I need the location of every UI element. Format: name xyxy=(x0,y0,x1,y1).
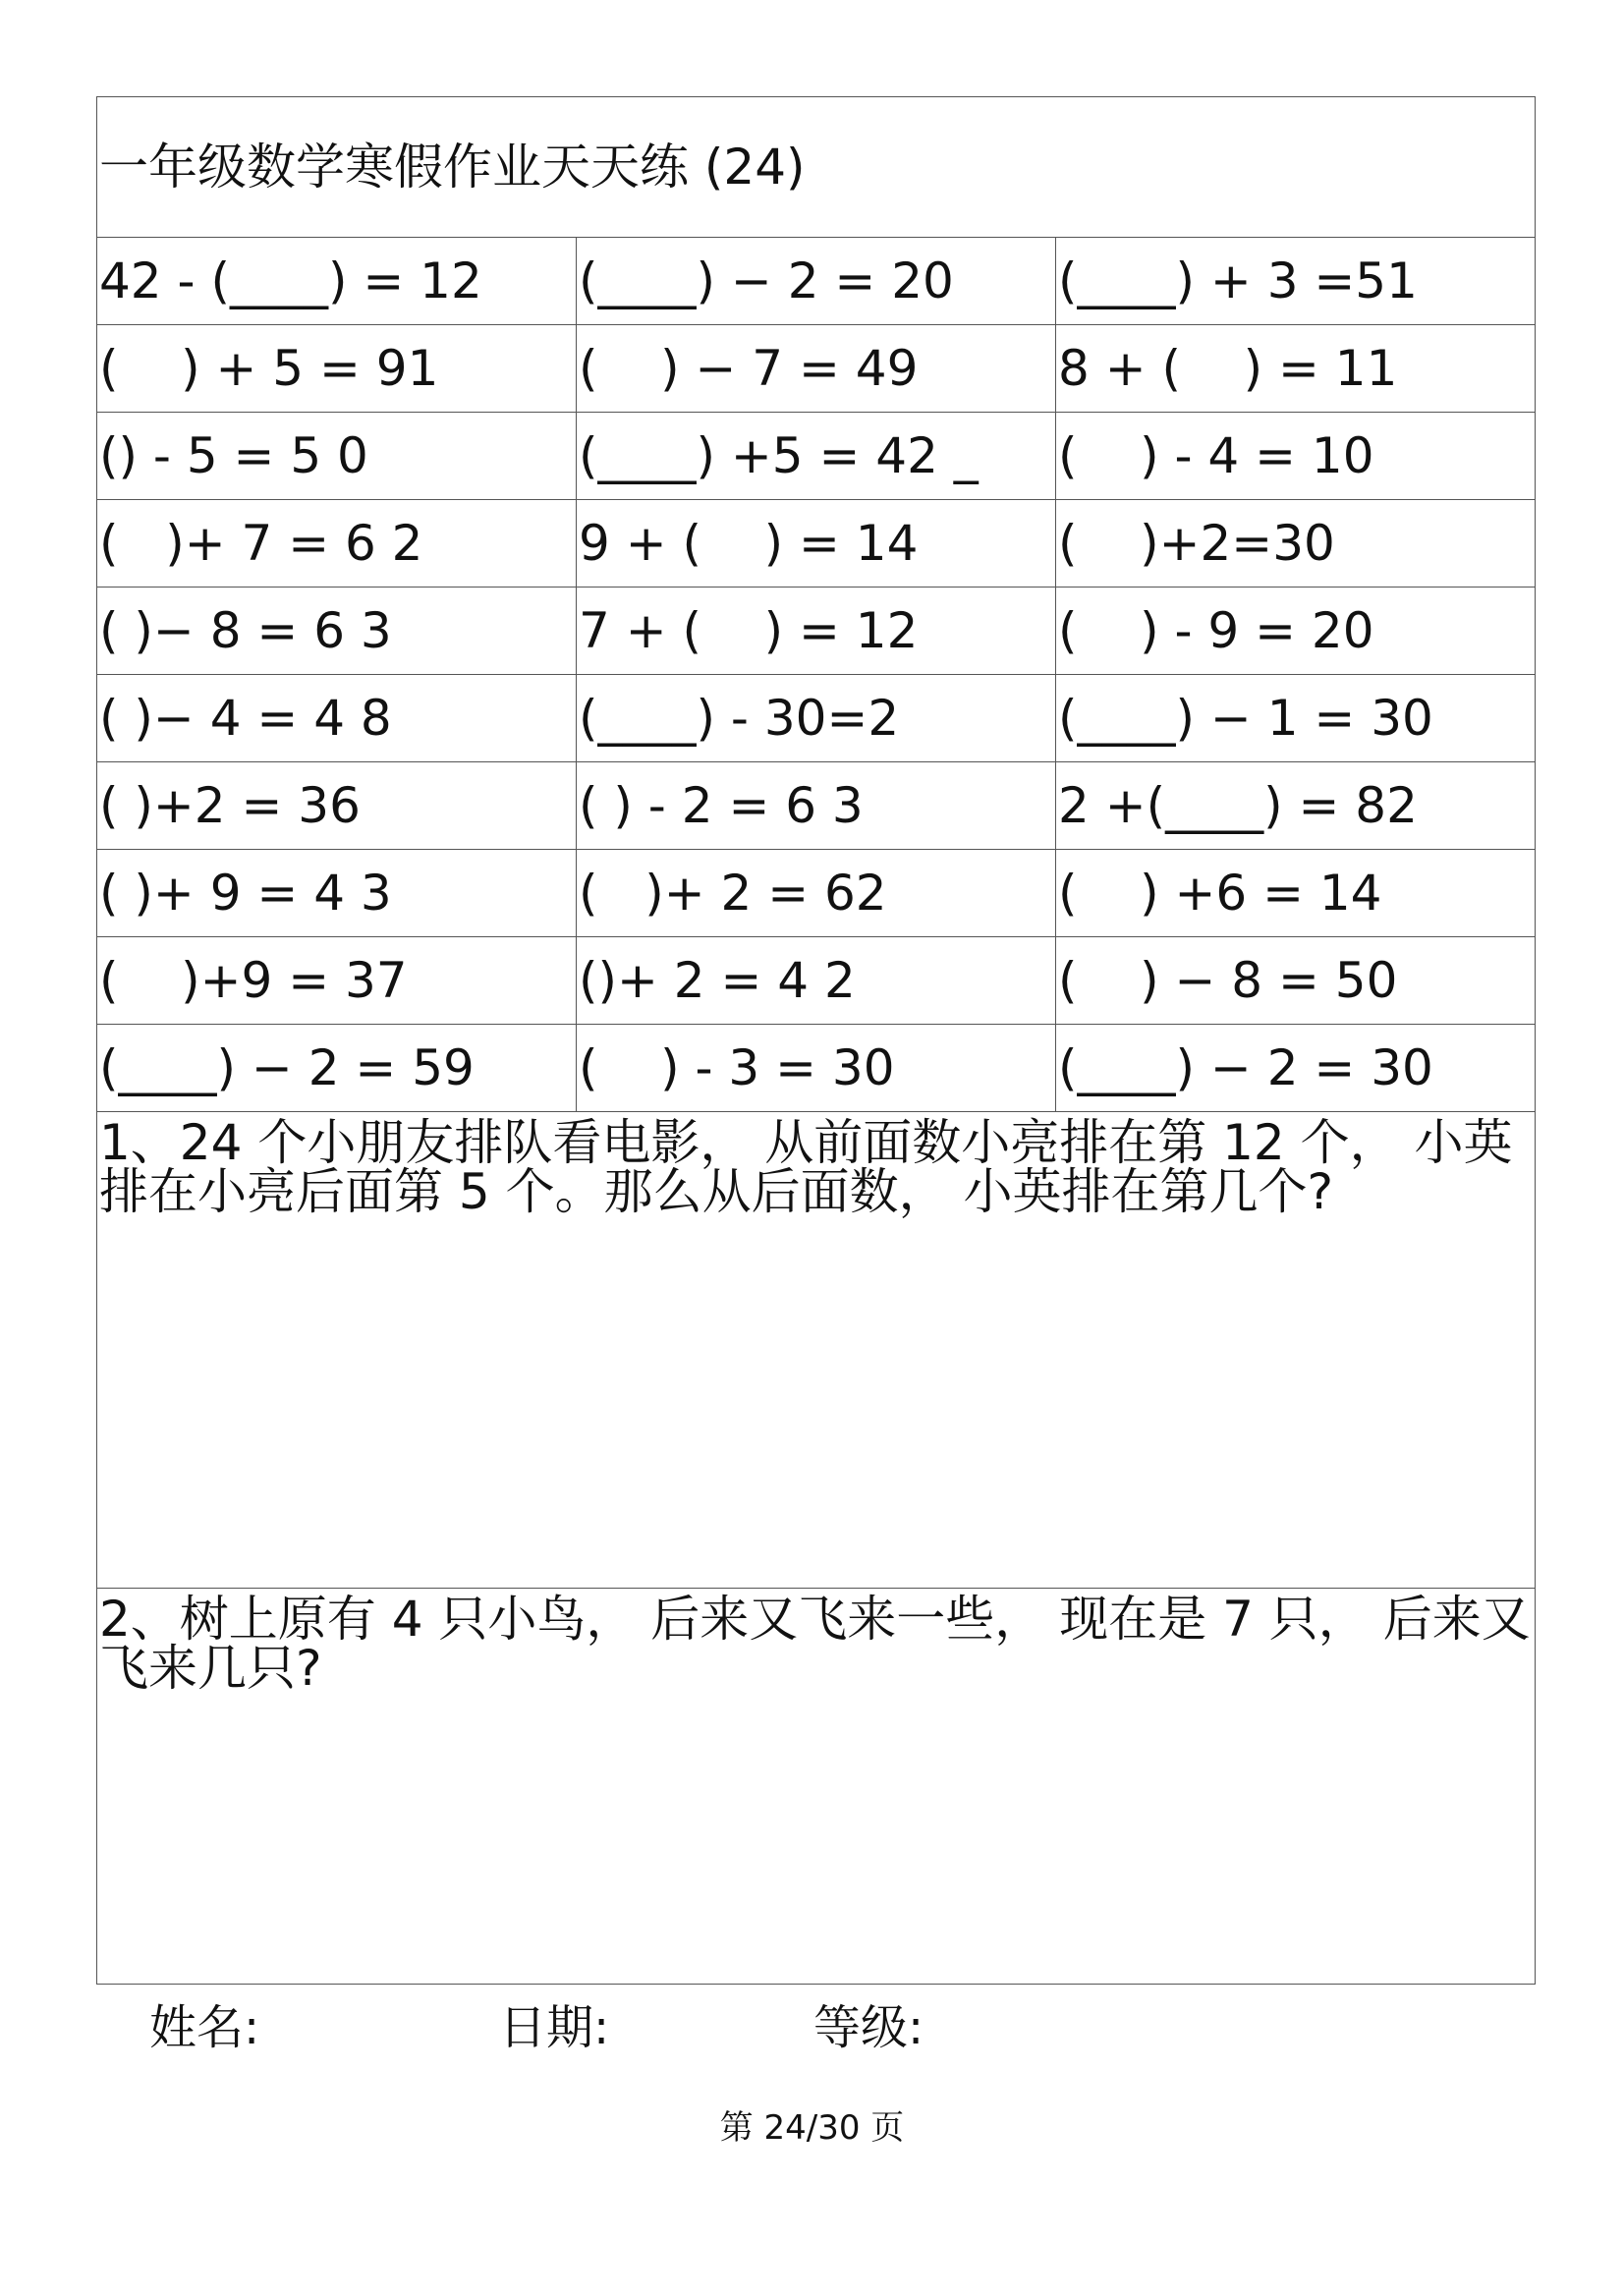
equation-cell: ( )+ 9 = 4 3 xyxy=(97,850,577,937)
equation-cell: ( )− 4 = 4 8 xyxy=(97,675,577,762)
equation-cell: ( ) + 5 = 91 xyxy=(97,325,577,413)
equation-cell: 2 +(____) = 82 xyxy=(1056,762,1536,850)
equation-cell: ( ) +6 = 14 xyxy=(1056,850,1536,937)
equation-cell: 8 + ( ) = 11 xyxy=(1056,325,1536,413)
equation-row xyxy=(97,937,1536,1025)
equation-cell: () - 5 = 5 0 xyxy=(97,413,577,500)
equation-cell: (____) - 30=2 xyxy=(577,675,1056,762)
equation-cell: 42 - (____) = 12 xyxy=(97,238,577,325)
equation-cell: ( ) - 9 = 20 xyxy=(1056,588,1536,675)
equation-row xyxy=(97,762,1536,850)
word-problem-1: 1、24 个小朋友排队看电影， 从前面数小亮排在第 12 个， 小英排在小亮后面第 5 个。那么从后面数， 小英排在第几个? xyxy=(97,1112,1536,1589)
equation-row xyxy=(97,675,1536,762)
equation-cell: ( ) − 8 = 50 xyxy=(1056,937,1536,1025)
name-label: 姓名: xyxy=(149,2000,260,2055)
equation-cell: 7 + ( ) = 12 xyxy=(577,588,1056,675)
equation-cell: ()+ 2 = 4 2 xyxy=(577,937,1056,1025)
equation-row xyxy=(97,238,1536,325)
equation-cell: ( )+ 7 = 6 2 xyxy=(97,500,577,588)
equation-row xyxy=(97,588,1536,675)
page-number: 第 24/30 页 xyxy=(719,2108,905,2148)
student-info-footer xyxy=(0,1989,1624,2055)
equation-row xyxy=(97,325,1536,413)
equation-cell: (____) − 1 = 30 xyxy=(1056,675,1536,762)
equation-cell: (____) +5 = 42 _ xyxy=(577,413,1056,500)
equation-cell: (____) − 2 = 20 xyxy=(577,238,1056,325)
equation-cell: 9 + ( ) = 14 xyxy=(577,500,1056,588)
worksheet-title: 一年级数学寒假作业天天练 (24) xyxy=(97,97,1536,238)
grade-label: 等级: xyxy=(813,2000,924,2055)
equation-cell: ( )+2 = 36 xyxy=(97,762,577,850)
equation-cell: ( )− 8 = 6 3 xyxy=(97,588,577,675)
date-label: 日期: xyxy=(499,2000,610,2055)
equation-cell: ( ) - 4 = 10 xyxy=(1056,413,1536,500)
equation-row xyxy=(97,500,1536,588)
equation-row xyxy=(97,1025,1536,1112)
equation-cell: ( ) − 7 = 49 xyxy=(577,325,1056,413)
word-problem-2: 2、树上原有 4 只小鸟， 后来又飞来一些， 现在是 7 只， 后来又飞来几只? xyxy=(97,1589,1536,1985)
equation-row xyxy=(97,850,1536,937)
equation-row xyxy=(97,413,1536,500)
equation-cell: (____) − 2 = 30 xyxy=(1056,1025,1536,1112)
equation-cell: ( ) - 2 = 6 3 xyxy=(577,762,1056,850)
equation-cell: (____) − 2 = 59 xyxy=(97,1025,577,1112)
worksheet-table xyxy=(96,96,1536,1985)
equation-cell: ( )+ 2 = 62 xyxy=(577,850,1056,937)
equation-cell: ( )+2=30 xyxy=(1056,500,1536,588)
equation-cell: (____) + 3 =51 xyxy=(1056,238,1536,325)
equation-cell: ( )+9 = 37 xyxy=(97,937,577,1025)
equation-cell: ( ) - 3 = 30 xyxy=(577,1025,1056,1112)
